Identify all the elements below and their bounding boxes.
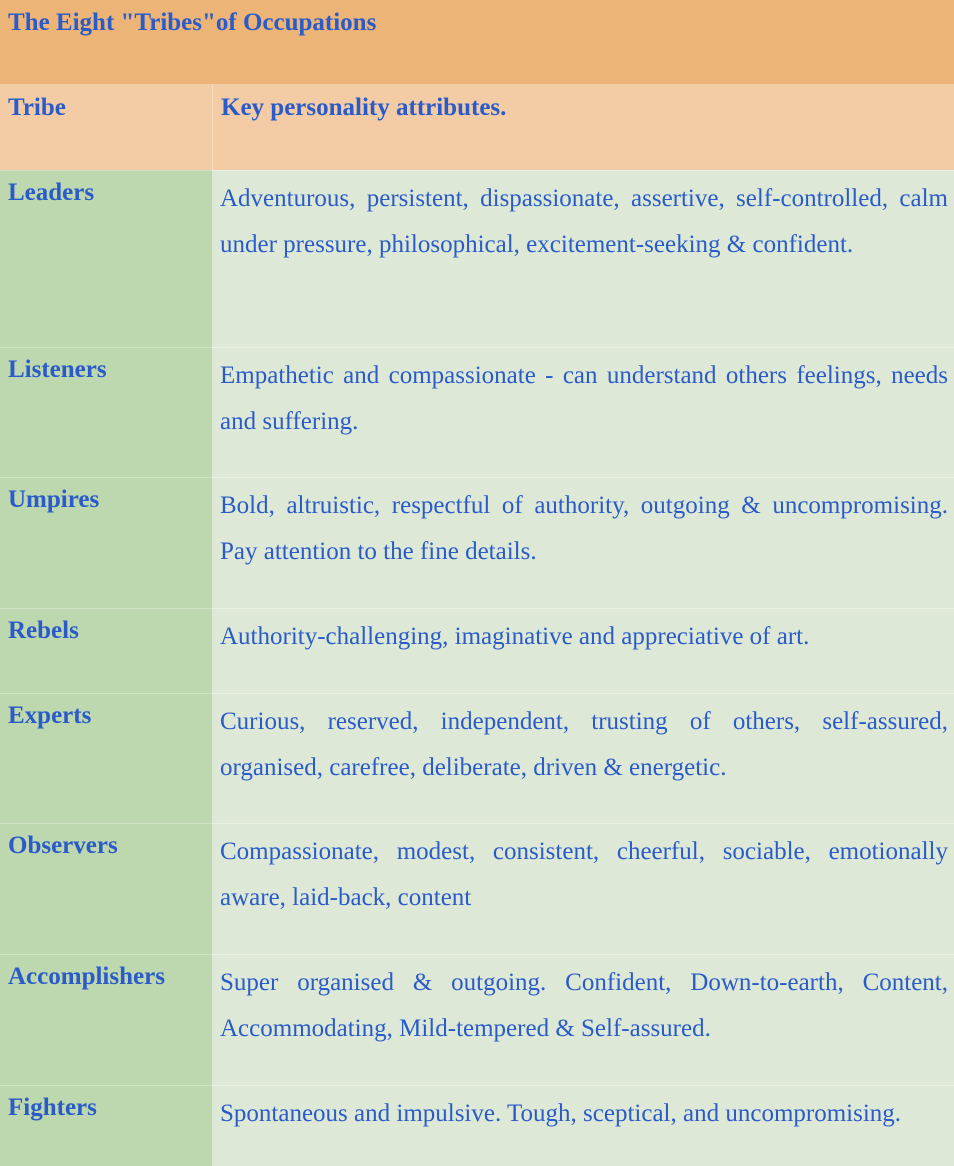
tribe-name: Experts: [0, 693, 212, 823]
tribe-attributes: Bold, altruistic, respectful of authority, outgoing & uncompromising. Pay attention to the fine details.: [212, 477, 954, 608]
tribe-attributes: Curious, reserved, independent, trusting of others, self-assured, organised, carefree, deliberate, driven & energetic.: [212, 693, 954, 823]
table-row: [0, 170, 954, 347]
table-row: [0, 608, 954, 693]
table-title: The Eight "Tribes"of Occupations: [0, 0, 954, 84]
table-row: [0, 1085, 954, 1166]
tribe-attributes: Empathetic and compassionate - can understand others feelings, needs and suffering.: [212, 347, 954, 477]
table-row: [0, 477, 954, 608]
table-row: [0, 823, 954, 954]
tribe-attributes: Super organised & outgoing. Confident, Down-to-earth, Content, Accommodating, Mild-tempered & Self-assured.: [212, 954, 954, 1085]
tribe-attributes: Authority-challenging, imaginative and appreciative of art.: [212, 608, 954, 693]
tribe-name: Observers: [0, 823, 212, 954]
header-row: [0, 84, 954, 170]
tribe-name: Fighters: [0, 1085, 212, 1166]
table-row: [0, 347, 954, 477]
tribe-name: Rebels: [0, 608, 212, 693]
tribe-name: Accomplishers: [0, 954, 212, 1085]
header-attributes: Key personality attributes.: [212, 84, 954, 170]
tribe-attributes: Spontaneous and impulsive. Tough, sceptical, and uncompromising.: [212, 1085, 954, 1166]
table-row: [0, 954, 954, 1085]
tribe-name: Leaders: [0, 170, 212, 347]
tribe-attributes: Compassionate, modest, consistent, cheerful, sociable, emotionally aware, laid-back, content: [212, 823, 954, 954]
tribe-name: Umpires: [0, 477, 212, 608]
table-row: [0, 693, 954, 823]
tribe-name: Listeners: [0, 347, 212, 477]
header-tribe: Tribe: [8, 94, 66, 121]
tribe-attributes: Adventurous, persistent, dispassionate, assertive, self-controlled, calm under pressure, philosophical, excitement-seeking & confident.: [212, 170, 954, 347]
